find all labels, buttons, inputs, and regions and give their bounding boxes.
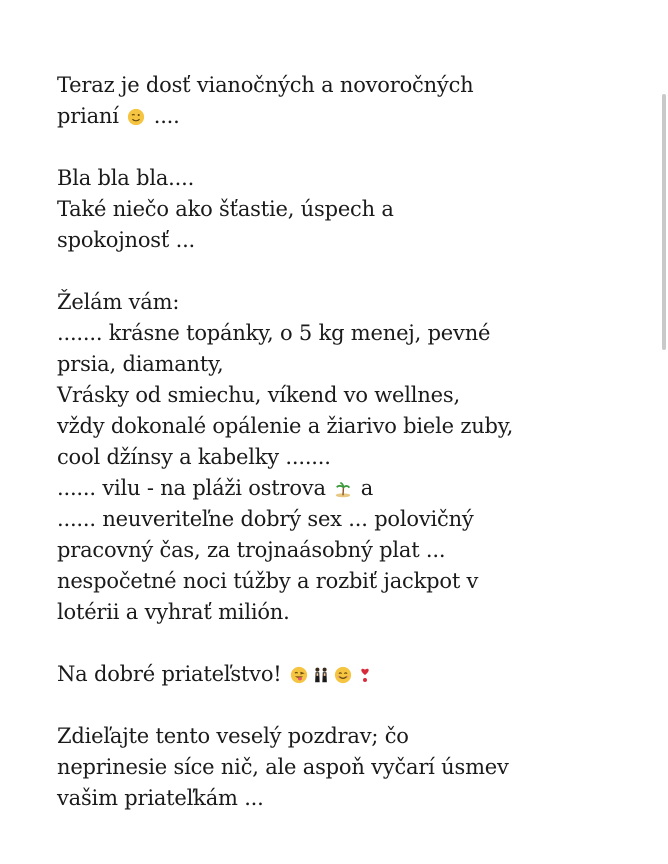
- paragraph-share: [57, 721, 637, 814]
- text-line: ....... krásne topánky, o 5 kg menej, pevné: [57, 321, 491, 345]
- text-line: Bla bla bla....: [57, 166, 195, 190]
- paragraph-friendship: [57, 659, 637, 690]
- paragraph-intro: [57, 70, 637, 132]
- text-line: Zdieľajte tento veselý pozdrav; čo: [57, 724, 409, 748]
- paragraph-wishes: [57, 287, 637, 628]
- text-line: ...... neuveriteľne dobrý sex ... polovičný: [57, 507, 474, 531]
- text-line: cool džínsy a kabelky .......: [57, 445, 331, 469]
- text-line: prsia, diamanty,: [57, 352, 224, 376]
- winking-face-emoji: [127, 108, 145, 126]
- text-line: neprinesie síce nič, ale aspoň vyčarí úsmev: [57, 755, 509, 779]
- scrollbar[interactable]: [662, 94, 666, 350]
- text-line: Také niečo ako šťastie, úspech a: [57, 197, 394, 221]
- text-line: vašim priateľkám ...: [57, 786, 264, 810]
- text-line: lotérii a vyhrať milión.: [57, 600, 290, 624]
- text-line: Vrásky od smiechu, víkend vo wellnes,: [57, 383, 460, 407]
- text-line: ...... vilu - na pláži ostrova a: [57, 476, 374, 500]
- post-text: [57, 70, 637, 845]
- text-line: Želám vám:: [57, 290, 180, 314]
- text-line: vždy dokonalé opálenie a žiarivo biele zuby,: [57, 414, 514, 438]
- winking-tongue-face-emoji: [290, 666, 308, 684]
- text-line: Na dobré priateľstvo!: [57, 659, 637, 690]
- text-line: pracovný čas, za trojnaásobný plat ...: [57, 538, 446, 562]
- desert-island-emoji: [334, 480, 352, 498]
- text-line: nespočetné noci túžby a rozbiť jackpot v: [57, 569, 479, 593]
- text-line: prianí ....: [57, 104, 180, 128]
- paragraph-bla: [57, 163, 637, 256]
- smiling-face-emoji: [334, 666, 352, 684]
- heart-exclamation-emoji: [356, 666, 374, 684]
- text-line: spokojnosť ...: [57, 228, 196, 252]
- text-line: Teraz je dosť vianočných a novoročných: [57, 73, 474, 97]
- dancers-emoji: [312, 666, 330, 684]
